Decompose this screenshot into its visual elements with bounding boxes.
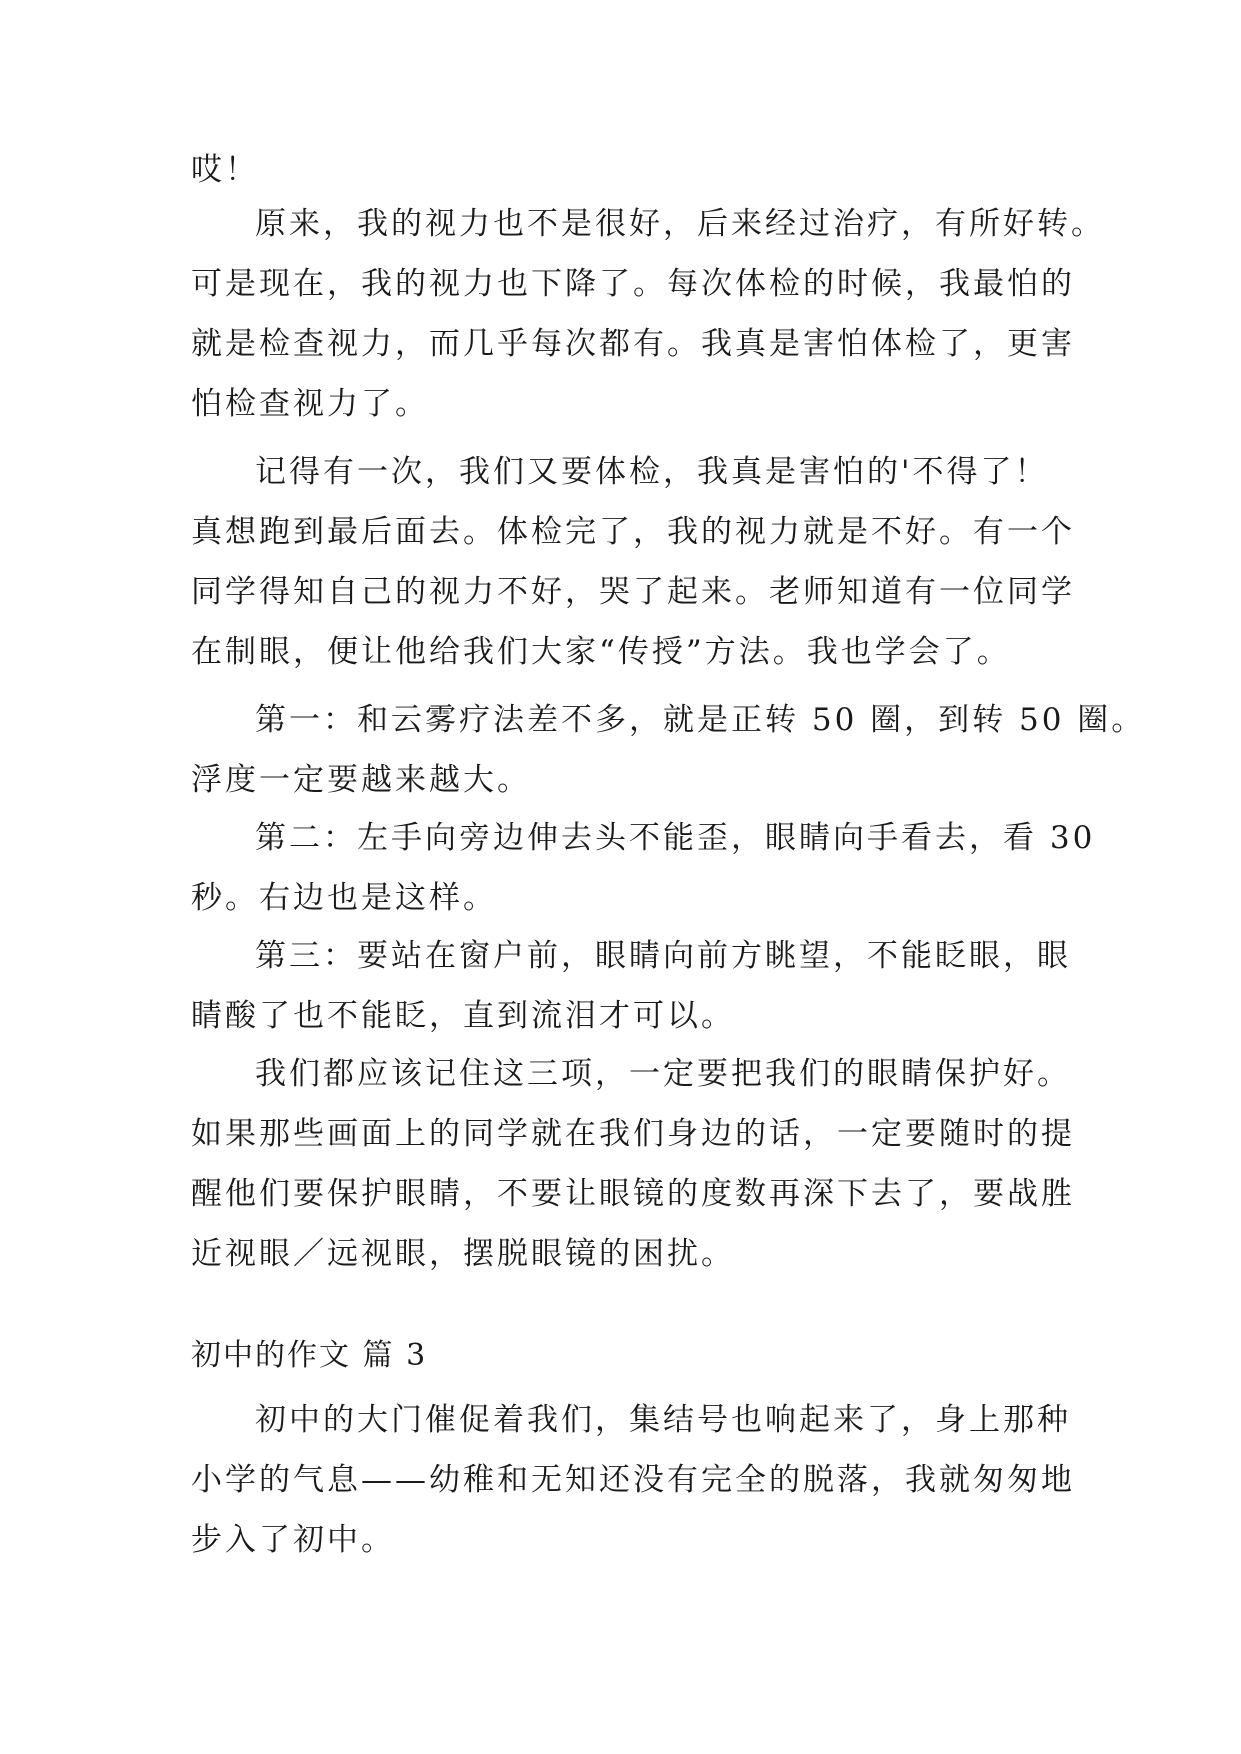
text-line: 步入了初中。 xyxy=(191,1522,395,1558)
text-line: 小学的气息——幼稚和无知还没有完全的脱落，我就匆匆地 xyxy=(191,1462,1075,1498)
paragraph-line: 初中的大门催促着我们，集结号也响起来了，身上那种 xyxy=(255,1402,1071,1438)
text-line: 可是现在，我的视力也下降了。每次体检的时候，我最怕的 xyxy=(191,266,1075,302)
paragraph-line: 第一：和云雾疗法差不多，就是正转 50 圈，到转 50 圈。 xyxy=(255,702,1146,738)
text-line: 同学得知自己的视力不好，哭了起来。老师知道有一位同学 xyxy=(191,574,1075,610)
text-line: 怕检查视力了。 xyxy=(191,386,429,422)
paragraph-line: 第二：左手向旁边伸去头不能歪，眼睛向手看去，看 30 xyxy=(255,820,1096,856)
text-line: 近视眼／远视眼，摆脱眼镜的困扰。 xyxy=(191,1236,735,1272)
text-line: 浮度一定要越来越大。 xyxy=(191,762,531,798)
text-line: 如果那些画面上的同学就在我们身边的话，一定要随时的提 xyxy=(191,1116,1075,1152)
text-line: 真想跑到最后面去。体检完了，我的视力就是不好。有一个 xyxy=(191,514,1075,550)
text-line: 就是检查视力，而几乎每次都有。我真是害怕体检了，更害 xyxy=(191,326,1075,362)
paragraph-line: 记得有一次，我们又要体检，我真是害怕的'不得了！ xyxy=(255,454,1049,490)
text-line: 睛酸了也不能眨，直到流泪才可以。 xyxy=(191,998,735,1034)
paragraph-line: 原来，我的视力也不是很好，后来经过治疗，有所好转。 xyxy=(255,206,1105,242)
text-line: 秒。右边也是这样。 xyxy=(191,880,497,916)
section-heading: 初中的作文 篇 3 xyxy=(191,1338,428,1373)
paragraph-line: 第三：要站在窗户前，眼睛向前方眺望，不能眨眼，眼 xyxy=(255,938,1071,974)
text-line: 醒他们要保护眼睛，不要让眼镜的度数再深下去了，要战胜 xyxy=(191,1176,1075,1212)
text-line: 在制眼，便让他给我们大家“传授”方法。我也学会了。 xyxy=(191,634,1011,670)
text-line: 哎！ xyxy=(191,152,259,188)
paragraph-line: 我们都应该记住这三项，一定要把我们的眼睛保护好。 xyxy=(255,1056,1071,1092)
